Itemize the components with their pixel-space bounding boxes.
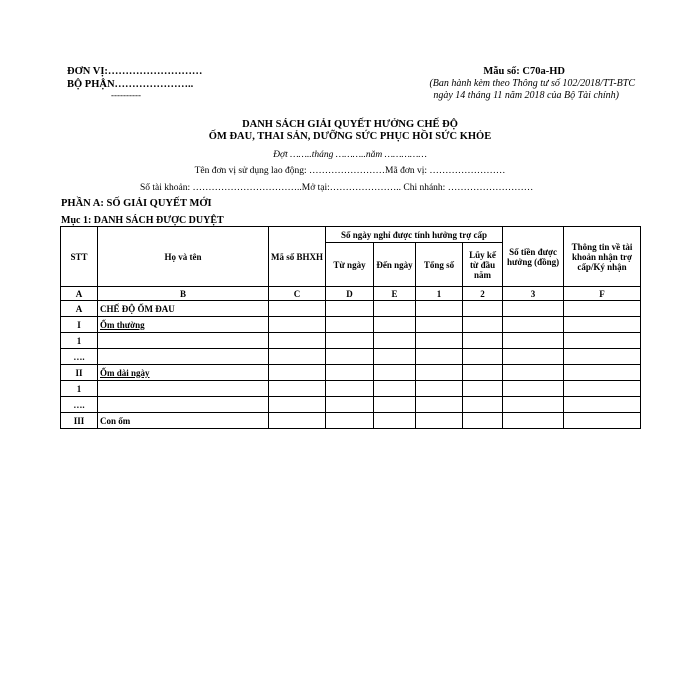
row-name: Ốm thường — [100, 319, 145, 330]
approved-list-table — [60, 226, 641, 429]
issued-by-line-1: (Ban hành kèm theo Thông tư số 102/2018/TT-BTC — [429, 78, 635, 89]
row-name: CHẾ ĐỘ ỐM ĐAU — [98, 301, 269, 317]
column-letter: 1 — [416, 287, 463, 301]
table-row — [61, 397, 641, 413]
table-row — [61, 381, 641, 397]
table-row — [61, 333, 641, 349]
column-letter: B — [98, 287, 269, 301]
row-name: Ốm dài ngày — [100, 367, 150, 378]
employer-line: Tên đơn vị sử dụng lao động: ……………………Mã đơn vị: …………………… — [194, 166, 506, 176]
col-header-cumulative: Lũy kế từ đầu năm — [463, 243, 503, 287]
column-letter: D — [326, 287, 374, 301]
row-name: Con ốm — [98, 413, 269, 429]
title-line-1: DANH SÁCH GIẢI QUYẾT HƯỞNG CHẾ ĐỘ — [242, 119, 458, 130]
table-row — [61, 301, 641, 317]
row-name — [98, 397, 269, 413]
col-header-amount: Số tiền được hưởng (đồng) — [503, 227, 564, 287]
row-stt: 1 — [61, 381, 98, 397]
header-right — [420, 66, 635, 102]
row-stt: …. — [61, 349, 98, 365]
column-letter: 3 — [503, 287, 564, 301]
table-row — [61, 365, 641, 381]
row-name — [98, 333, 269, 349]
row-stt: I — [61, 317, 98, 333]
col-header-name: Họ và tên — [98, 227, 269, 287]
column-letter-row — [61, 287, 641, 301]
col-header-to-date: Đến ngày — [374, 243, 416, 287]
col-header-account-info: Thông tin về tài khoản nhận trợ cấp/Ký nhận — [564, 227, 641, 287]
column-letter: A — [61, 287, 98, 301]
row-stt: II — [61, 365, 98, 381]
row-stt: A — [61, 301, 98, 317]
table-row — [61, 349, 641, 365]
row-name — [98, 349, 269, 365]
column-letter: E — [374, 287, 416, 301]
period-line: Đợt ……..tháng ………..năm …………… — [273, 150, 427, 160]
column-letter: 2 — [463, 287, 503, 301]
department-label: BỘ PHẬN………………….. — [67, 79, 194, 90]
column-letter: C — [269, 287, 326, 301]
col-header-stt: STT — [61, 227, 98, 287]
account-line: Số tài khoản: ……………………………..Mở tại:………………….. Chi nhánh: ……………………… — [140, 183, 534, 193]
row-name — [98, 381, 269, 397]
part-a-heading: PHẦN A: SỐ GIẢI QUYẾT MỚI — [61, 198, 212, 209]
row-stt: 1 — [61, 333, 98, 349]
title-line-2: ỐM ĐAU, THAI SẢN, DƯỠNG SỨC PHỤC HỒI SỨC KHỎE — [208, 131, 492, 142]
table-header-row — [61, 227, 641, 243]
table-row — [61, 317, 641, 333]
header-dash: ---------- — [111, 90, 141, 100]
item-1-heading: Mục 1: DANH SÁCH ĐƯỢC DUYỆT — [61, 215, 224, 226]
col-header-bhxh-code: Mã số BHXH — [269, 227, 326, 287]
row-stt: III — [61, 413, 98, 429]
row-stt: …. — [61, 397, 98, 413]
col-header-total: Tổng số — [416, 243, 463, 287]
header-left — [67, 65, 202, 99]
table-row — [61, 413, 641, 429]
column-letter: F — [564, 287, 641, 301]
form-code: Mẫu số: C70a-HD — [483, 66, 565, 77]
col-header-days-group: Số ngày nghỉ được tính hưởng trợ cấp — [326, 227, 503, 243]
org-unit-label: ĐƠN VỊ:……………………… — [67, 66, 203, 77]
document-title — [150, 119, 550, 143]
col-header-from-date: Từ ngày — [326, 243, 374, 287]
issued-by-line-2: ngày 14 tháng 11 năm 2018 của Bộ Tài chính) — [433, 90, 619, 101]
